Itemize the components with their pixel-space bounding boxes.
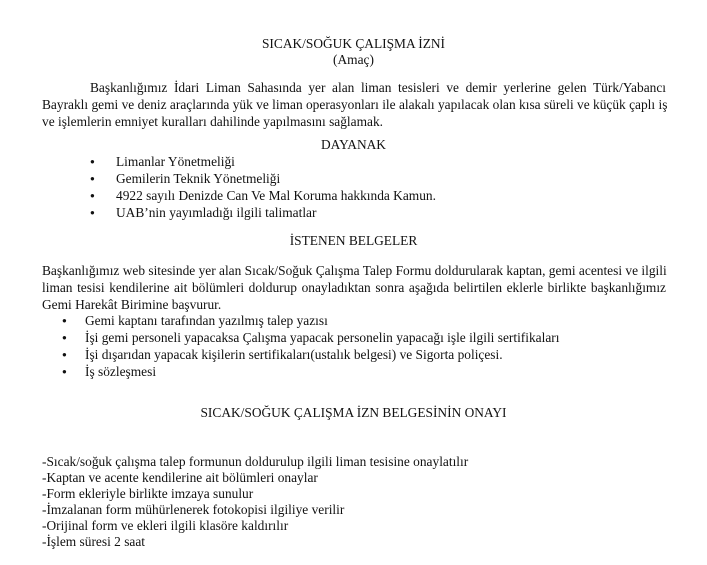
basis-item: UAB’nin yayımladığı ilgili talimatlar bbox=[116, 205, 317, 220]
approval-step: -Orijinal form ve ekleri ilgili klasöre kaldırılır bbox=[42, 518, 289, 533]
approval-step: -İmzalanan form mühürlenerek fotokopisi ilgiliye verilir bbox=[42, 502, 345, 517]
document-title: SICAK/SOĞUK ÇALIŞMA İZNİ bbox=[261, 36, 446, 51]
bullet-icon: ● bbox=[90, 157, 95, 166]
required-item: İşi gemi personeli yapacaksa Çalışma yapacak personelin yapacağı işle ilgili sertifikaları bbox=[85, 330, 560, 345]
approval-step: -Kaptan ve acente kendilerine ait bölümleri onaylar bbox=[42, 470, 318, 485]
required-item: İşi dışarıdan yapacak kişilerin sertifikaları(ustalık belgesi) ve Sigorta poliçesi. bbox=[85, 347, 503, 362]
approval-step: -Form ekleriyle birlikte imzaya sunulur bbox=[42, 486, 254, 501]
required-documents-heading: İSTENEN BELGELER bbox=[289, 233, 418, 248]
bullet-icon: ● bbox=[62, 333, 67, 342]
bullet-icon: ● bbox=[62, 350, 67, 359]
purpose-line: Başkanlığımız İdari Liman Sahasında yer alan liman tesisleri ve demir yerlerine gelen Türk/Yabancı bbox=[90, 80, 666, 95]
bullet-icon: ● bbox=[62, 316, 67, 325]
bullet-icon: ● bbox=[90, 191, 95, 200]
bullet-icon: ● bbox=[90, 208, 95, 217]
basis-item: 4922 sayılı Denizde Can Ve Mal Koruma hakkında Kamun. bbox=[116, 188, 436, 203]
document-subtitle: (Amaç) bbox=[333, 52, 374, 67]
basis-item: Gemilerin Teknik Yönetmeliği bbox=[116, 171, 281, 186]
purpose-line: ve işlemlerin emniyet kuralları dahilinde yapılmasını sağlamak. bbox=[42, 114, 383, 129]
approval-step: -Sıcak/soğuk çalışma talep formunun doldurulup ilgili liman tesisine onaylatılır bbox=[42, 454, 469, 469]
intro-line: Gemi Harekât Birimine başvurur. bbox=[42, 297, 222, 312]
purpose-line: Bayraklı gemi ve deniz araçlarında yük ve liman operasyonları ile alakalı yapılacak olan kısa süreli ve küçük çaplı iş bbox=[42, 97, 668, 112]
required-item: İş sözleşmesi bbox=[85, 364, 157, 379]
approval-heading: SICAK/SOĞUK ÇALIŞMA İZN BELGESİNİN ONAYI bbox=[200, 405, 507, 420]
basis-heading: DAYANAK bbox=[321, 137, 386, 152]
bullet-icon: ● bbox=[62, 367, 67, 376]
intro-line: liman tesisi kendilerine ait bölümleri doldurup onayladıktan sonra aşağıda belirtilen eklerle birlikte başkanlığımız bbox=[42, 280, 666, 295]
approval-step: -İşlem süresi 2 saat bbox=[42, 534, 146, 549]
bullet-icon: ● bbox=[90, 174, 95, 183]
basis-item: Limanlar Yönetmeliği bbox=[116, 154, 235, 169]
intro-line: Başkanlığımız web sitesinde yer alan Sıcak/Soğuk Çalışma Talep Formu doldurularak kaptan, gemi acentesi ve ilgili bbox=[42, 263, 667, 278]
required-item: Gemi kaptanı tarafından yazılmış talep yazısı bbox=[85, 313, 328, 328]
